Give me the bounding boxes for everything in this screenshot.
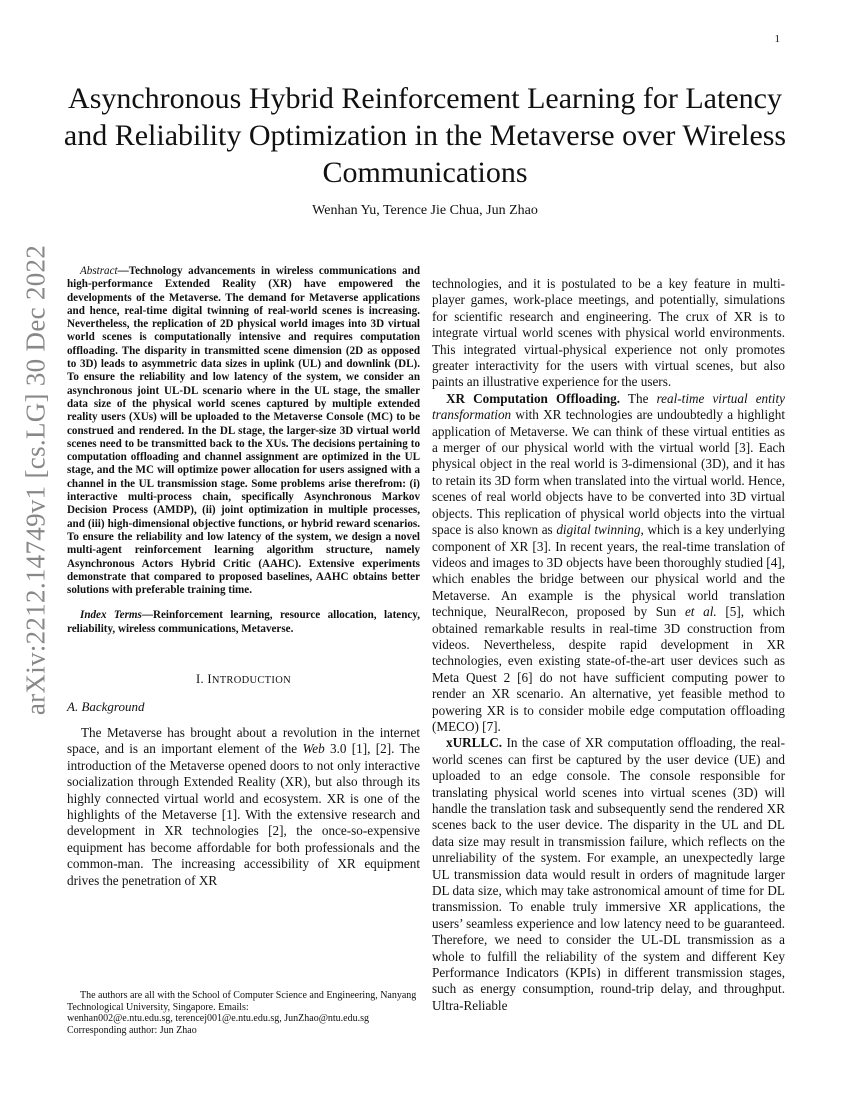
intro-web: Web bbox=[302, 741, 325, 757]
index-terms-text: —Reinforcement learning, resource allocation, latency, reliability, wireless communications, Metaverse. bbox=[67, 609, 421, 635]
xr-text-c: , which is a key underlying component of XR [3]. In recent years, the real-time translation of videos and images to 3D objects have been thoroughly studied [4], which enables the bridge between our physical world and the Metaverse. An example is the physical world translation technique, NeuralRecon, proposed by Sun bbox=[432, 522, 785, 620]
paper-authors: Wenhan Yu, Terence Jie Chua, Jun Zhao bbox=[312, 203, 538, 218]
intro-text-1: The Metaverse has brought about a revolution in the internet space, and is an important element of the bbox=[67, 725, 420, 757]
footnote-corresponding: Corresponding author: Jun Zhao bbox=[67, 1024, 197, 1036]
footnote-affiliation: The authors are all with the School of Computer Science and Engineering, Nanyang Technological University, Singapore. Emails: bbox=[67, 990, 417, 1013]
footnote bbox=[67, 990, 427, 1036]
xr-em-1: real-time virtual entity transformation bbox=[432, 390, 785, 423]
xurllc-text: In the case of XR computation offloading, the real-world scenes can first be captured by the user device (UE) and uploaded to an edge console. The console responsible for translating physical world scenes into virtual scenes (3D) will handle the translation task and subsequently send the rendered XR scenes back to the user device. The disparity in the UL and DL data size may result in transmission failure, which reflects on the unreliability of the system. For example, an unexpectedly large UL transmission data would result in orders of magnitude larger DL data size, which may take astronomical amount of time for DL transmission. To enable truly immersive XR applications, the users’ seamless experience and low latency need to be guaranteed. Therefore, we need to consider the UL-DL transmission as a whole to fulfill the reliability of the system and different Key Performance Indicators (KPIs) in different transmission stages, such as energy consumption, round-trip delay, and throughput. Ultra-Reliable bbox=[432, 735, 785, 1013]
right-paragraph-xurllc bbox=[432, 735, 785, 1014]
xr-text-a: The bbox=[620, 390, 657, 406]
footnote-emails: wenhan002@e.ntu.edu.sg, terencej001@e.ntu.edu.sg, JunZhao@ntu.edu.sg bbox=[67, 1013, 370, 1025]
xr-text-b: with XR technologies are undoubtedly a highlight application of Metaverse. We can think of these virtual entities as a merger of our physical world with the virtual world [3]. Each physical object in the real world is 3-dimensional (3D), and it has to retain its 3D form when translated into the virtual world. Hence, scenes of real world objects have to be converted into 3D virtual objects. This replication of physical world objects into the virtual space is also known as bbox=[432, 407, 785, 538]
xurllc-heading: xURLLC. bbox=[446, 735, 503, 751]
intro-paragraph bbox=[67, 725, 420, 889]
arxiv-stamp bbox=[8, 244, 64, 716]
index-terms bbox=[67, 609, 420, 636]
abstract-label: Abstract bbox=[80, 265, 118, 277]
xr-em-3: et al. bbox=[684, 604, 717, 620]
subsection-heading: A. Background bbox=[67, 699, 145, 715]
section-rest: NTRODUCTION bbox=[211, 675, 291, 687]
arxiv-stamp-text: arXiv:2212.14749v1 [cs.LG] 30 Dec 2022 bbox=[20, 244, 51, 716]
paper-title: Asynchronous Hybrid Reinforcement Learning for Latency and Reliability Optimization in the Metaverse over Wireless Communications bbox=[63, 82, 787, 189]
section-numeral: I. bbox=[196, 672, 208, 687]
right-column bbox=[432, 276, 785, 1014]
abstract bbox=[67, 265, 420, 597]
right-paragraph-1: technologies, and it is postulated to be a key feature in multi-player games, work-place meetings, and potentially, simulations for scientific research and engineering. The crux of XR is to integrate virtual world scenes with physical world environments. This integrated virtual-physical experience not only promotes greater interactivity for the users with virtual scenes, but also paints an illustrative experience for the users. bbox=[432, 276, 785, 390]
abstract-text: —Technology advancements in wireless communications and high-performance Extended Reality (XR) have empowered the developments of the Metaverse. The demand for Metaverse applications and hence, real-time digital twinning of real-world scenes is increasing. Nevertheless, the replication of 2D physical world images into 3D virtual world scenes is computationally intensive and requires computation offloading. The disparity in transmitted scene dimension (2D as opposed to 3D) leads to asymmetric data sizes in uplink (UL) and downlink (DL). To ensure the reliability and low latency of the system, we consider an asynchronous joint UL-DL scenario where in the UL stage, the smaller data size of the physical world scenes captured by multiple extended reality users (XUs) will be uploaded to the Metaverse Console (MC) to be construed and rendered. In the DL stage, the larger-size 3D virtual world scenes need to be transmitted back to the XUs. The decisions pertaining to computation offloading and channel assignment are optimized in the UL stage, and the MC will optimize power allocation for users assigned with a channel in the UL transmission stage. Some problems arise therefrom: (i) interactive multi-process chain, specifically Asynchronous Markov Decision Process (AMDP), (ii) joint optimization in multiple processes, and (iii) high-dimensional objective functions, or hybrid reward scenarios. To ensure the reliability and low latency of the system, we design a novel multi-agent reinforcement learning algorithm structure, namely Asynchronous Actors Hybrid Critic (AAHC). Extensive experiments demonstrate that compared to proposed baselines, AAHC obtains better solutions with preferable training time. bbox=[67, 265, 420, 597]
xr-offloading-heading: XR Computation Offloading. bbox=[446, 390, 621, 406]
xr-em-2: digital twinning bbox=[556, 522, 641, 538]
page-number: 1 bbox=[774, 33, 780, 45]
right-paragraph-xr-offloading bbox=[432, 391, 785, 736]
section-heading bbox=[67, 672, 420, 687]
section-initial: I bbox=[207, 672, 212, 687]
left-column bbox=[67, 265, 420, 889]
xr-text-d: [5], which obtained remarkable results in real-time 3D construction from videos. Nevertheless, despite rapid development in XR technologies, even existing state-of-the-art user devices such as Meta Quest 2 [6] do not have sufficient computing power to render an XR scenario. An alternative, yet feasible method to powering XR is to consider mobile edge computation offloading (MECO) [7]. bbox=[432, 604, 785, 734]
intro-text-2: 3.0 [1], [2]. The introduction of the Metaverse opened doors to not only interactive socialization through Extended Reality (XR), but also through its highly connected virtual world and ecosystem. XR is one of the highlights of the Metaverse [1]. With the extensive research and development in XR technologies [2], the once-so-expensive equipment has become affordable for both professionals and the common-man. The increasing accessibility of XR equipment drives the penetration of XR bbox=[67, 741, 420, 888]
index-terms-label: Index Terms bbox=[80, 609, 142, 622]
